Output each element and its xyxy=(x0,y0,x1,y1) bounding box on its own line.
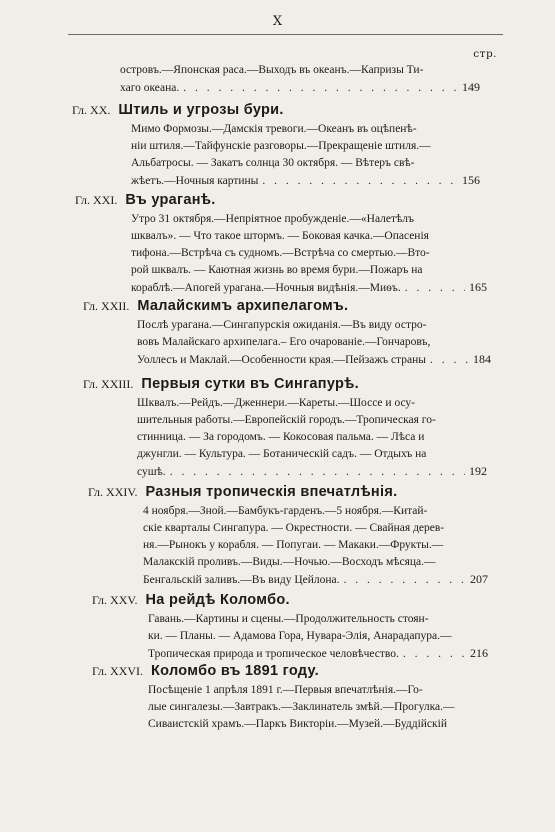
body-line: Утро 31 октября.—Непріятное пробужденіе.—«Налетѣлъ xyxy=(131,213,414,225)
body-line: рой шквалъ. — Каютная жизнь во время бури.—Пожаръ на xyxy=(131,264,423,276)
header-rule xyxy=(68,34,503,35)
chapter-title: Малайскимъ архипелагомъ. xyxy=(137,298,349,314)
dot-leader xyxy=(170,464,465,481)
body-line: вовъ Малайскаго архипелага.– Его очарованіе.—Гончаровъ, xyxy=(137,336,431,348)
body-line: ніи штиля.—Тайфунскіе разговоры.—Прекращеніе штиля.— xyxy=(131,140,431,152)
chapter-heading xyxy=(75,192,555,208)
body-line: Бенгальскій заливъ.—Въ виду Цейлона. xyxy=(143,574,340,586)
body-line: стинница. — За городомъ. — Кокосовая пальма. — Лѣса и xyxy=(137,431,425,443)
entry-body xyxy=(143,503,488,589)
toc-entry xyxy=(0,484,555,589)
toc-entry-continued xyxy=(0,62,555,97)
chapter-title: Первыя сутки въ Сингапурѣ. xyxy=(141,376,359,392)
body-line: Альбатросы. — Закатъ солнца 30 октября. — Вѣтеръ свѣ- xyxy=(131,157,415,169)
chapter-label: Гл. XXVI. xyxy=(92,664,144,678)
chapter-heading xyxy=(83,298,555,314)
body-last-line xyxy=(143,571,488,589)
body-line: джунгли. — Культура. — Ботаническій садъ. — Отдыхъ на xyxy=(137,448,427,460)
page-ref: 184 xyxy=(473,352,491,366)
entry-body xyxy=(148,611,488,663)
body-line: скіе кварталы Сингапура. — Окрестности. — Свайная дерев- xyxy=(143,522,445,534)
page-number: X xyxy=(272,14,283,29)
body-line: Сиваистскій храмъ.—Паркъ Викторіи.—Музей.—Буддійскій xyxy=(148,718,447,730)
dot-leader xyxy=(403,646,466,663)
entry-body xyxy=(137,317,491,369)
body-line: Тропическая природа и тропическое человѣчество. xyxy=(148,648,399,660)
body-line: островъ.—Японская раса.—Выходъ въ океанъ.—Капризы Ти- xyxy=(120,64,424,76)
dot-leader xyxy=(430,352,469,369)
dot-leader xyxy=(262,173,458,190)
toc-entry xyxy=(0,376,555,481)
chapter-heading xyxy=(72,102,555,118)
body-line: Послѣ урагана.—Сингапурскія ожиданія.—Въ виду остро- xyxy=(137,319,427,331)
toc-entry xyxy=(0,102,555,190)
page-ref: 149 xyxy=(462,80,480,94)
body-line: ки. — Планы. — Адамова Гора, Нувара-Элія, Анарадапура.— xyxy=(148,630,452,642)
body-line: Шквалъ.—Рейдъ.—Дженнери.—Кареты.—Шоссе и осу- xyxy=(137,397,416,409)
chapter-title: Разныя тропическія впечатлѣнія. xyxy=(145,484,398,500)
body-line: шительныя работы.—Европейскій городъ.—Тропическая го- xyxy=(137,414,436,426)
body-line: Малакскій проливъ.—Виды.—Ночью.—Восходъ мѣсяца.— xyxy=(143,556,436,568)
chapter-title: На рейдѣ Коломбо. xyxy=(145,592,290,608)
body-line: 4 ноября.—Зной.—Бамбукъ-гарденъ.—5 ноября.—Китай- xyxy=(143,505,428,517)
entry-body xyxy=(131,211,487,297)
entry-body xyxy=(148,682,488,733)
chapter-label: Гл. XX. xyxy=(72,103,111,117)
body-last-line xyxy=(131,172,480,190)
chapter-label: Гл. XXV. xyxy=(92,593,138,607)
toc-entry xyxy=(0,592,555,663)
chapter-label: Гл. XXIV. xyxy=(88,485,138,499)
toc-entry xyxy=(0,192,555,297)
chapter-heading xyxy=(92,663,555,679)
body-line: Мимо Формозы.—Дамскія тревоги.—Океанъ въ оцѣпенѣ- xyxy=(131,123,417,135)
page-ref: 216 xyxy=(470,646,488,660)
body-line: Посѣщеніе 1 апрѣля 1891 г.—Первыя впечатлѣнія.—Го- xyxy=(148,684,423,696)
chapter-title: Штиль и угрозы бури. xyxy=(118,102,284,118)
body-last-line xyxy=(137,351,491,369)
page-ref: 192 xyxy=(469,464,487,478)
body-line: кораблѣ.—Апогей урагана.—Ночныя видѣнія.—Миѳъ. xyxy=(131,282,401,294)
page-ref: 165 xyxy=(469,280,487,294)
page-ref: 156 xyxy=(462,173,480,187)
body-last-line xyxy=(131,279,487,297)
chapter-heading xyxy=(83,376,555,392)
entry-body xyxy=(120,62,480,97)
body-line: жѣетъ.—Ночныя картины xyxy=(131,175,259,187)
body-line: шквалъ». — Что такое штормъ. — Боковая качка.—Опасенія xyxy=(131,230,429,242)
entry-body xyxy=(137,395,487,481)
dot-leader xyxy=(405,280,465,297)
dot-leader xyxy=(344,572,466,589)
column-header: стр. xyxy=(473,48,497,60)
toc-entry xyxy=(0,298,555,369)
chapter-title: Коломбо въ 1891 году. xyxy=(151,663,319,679)
body-line: ня.—Рынокъ у корабля. — Попугаи. — Макаки.—Фрукты.— xyxy=(143,539,444,551)
body-last-line xyxy=(137,463,487,481)
body-line: лые сингалезы.—Завтракъ.—Заклинатель змѣй.—Прогулка.— xyxy=(148,701,455,713)
body-line: хаго океана. xyxy=(120,82,180,94)
body-line: тифона.—Встрѣча съ судномъ.—Встрѣча со смертью.—Вто- xyxy=(131,247,430,259)
body-last-line xyxy=(148,645,488,663)
chapter-label: Гл. XXII. xyxy=(83,299,130,313)
body-last-line xyxy=(120,79,480,97)
entry-body xyxy=(131,121,480,190)
body-line: Гавань.—Картины и сцены.—Продолжительность стоян- xyxy=(148,613,429,625)
toc-entry xyxy=(0,663,555,733)
chapter-heading xyxy=(88,484,555,500)
dot-leader xyxy=(183,80,458,97)
body-line: сушѣ. xyxy=(137,466,166,478)
chapter-label: Гл. XXIII. xyxy=(83,377,134,391)
chapter-title: Въ ураганѣ. xyxy=(125,192,216,208)
body-line: Уоллесъ и Маклай.—Особенности края.—Пейзажъ страны xyxy=(137,354,426,366)
page-ref: 207 xyxy=(470,572,488,586)
chapter-heading xyxy=(92,592,555,608)
chapter-label: Гл. XXI. xyxy=(75,193,118,207)
